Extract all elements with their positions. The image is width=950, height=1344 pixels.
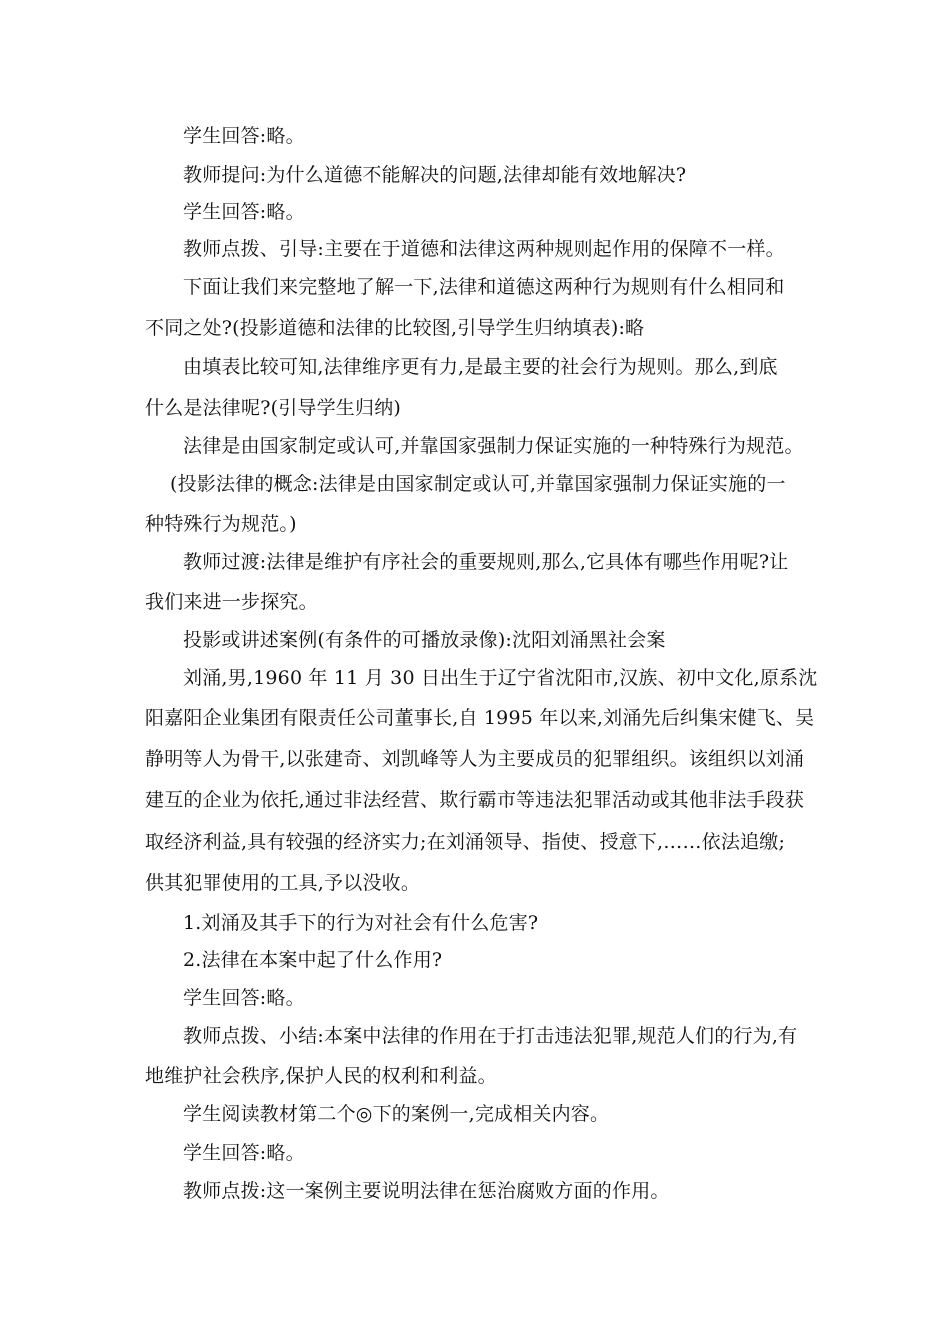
text-line: 静明等人为骨干,以张建奇、刘凯峰等人为主要成员的犯罪组织。该组织以刘涌: [145, 748, 805, 770]
text-line: 什么是法律呢?(引导学生归纳): [145, 397, 402, 419]
text-line: (投影法律的概念:法律是由国家制定或认可,并靠国家强制力保证实施的一: [170, 473, 786, 495]
text-line: 学生回答:略。: [183, 987, 305, 1009]
text-line: 我们来进一步探究。: [145, 591, 318, 613]
question-item: 1.刘涌及其手下的行为对社会有什么危害?: [183, 912, 539, 934]
question-item: 2.法律在本案中起了什么作用?: [183, 949, 443, 971]
text-line: 学生阅读教材第二个◎下的案例一,完成相关内容。: [183, 1103, 610, 1125]
text-line: 教师点拨、引导:主要在于道德和法律这两种规则起作用的保障不一样。: [183, 238, 785, 260]
text-line: 供其犯罪使用的工具,予以没收。: [145, 872, 421, 894]
text-line: 教师过渡:法律是维护有序社会的重要规则,那么,它具体有哪些作用呢?让: [183, 551, 789, 573]
text-line: 不同之处?(投影道德和法律的比较图,引导学生归纳填表):略: [145, 317, 645, 339]
text-line: 阳嘉阳企业集团有限责任公司董事长,自 1995 年以来,刘涌先后纠集宋健飞、吴: [145, 707, 815, 729]
text-line: 取经济利益,具有较强的经济实力;在刘涌领导、指使、授意下,……依法追缴;: [145, 831, 786, 853]
text-line: 建互的企业为依托,通过非法经营、欺行霸市等违法犯罪活动或其他非法手段获: [145, 789, 805, 811]
text-line: 学生回答:略。: [183, 1142, 305, 1164]
text-line: 刘涌,男,1960 年 11 月 30 日出生于辽宁省沈阳市,汉族、初中文化,原系沈: [183, 667, 818, 689]
text-line: 种特殊行为规范。): [145, 513, 297, 535]
text-line: 教师点拨、小结:本案中法律的作用在于打击违法犯罪,规范人们的行为,有: [183, 1025, 798, 1047]
text-line: 学生回答:略。: [183, 125, 305, 147]
text-line: 教师点拨:这一案例主要说明法律在惩治腐败方面的作用。: [183, 1180, 670, 1202]
text-line: 投影或讲述案例(有条件的可播放录像):沈阳刘涌黑社会案: [183, 629, 666, 651]
text-line: 教师提问:为什么道德不能解决的问题,法律却能有效地解决?: [183, 164, 687, 186]
text-line: 地维护社会秩序,保护人民的权利和利益。: [145, 1065, 497, 1087]
text-line: 学生回答:略。: [183, 201, 305, 223]
text-line: 下面让我们来完整地了解一下,法律和道德这两种行为规则有什么相同和: [183, 276, 785, 298]
text-line: 法律是由国家制定或认可,并靠国家强制力保证实施的一种特殊行为规范。: [183, 435, 804, 457]
text-line: 由填表比较可知,法律维序更有力,是最主要的社会行为规则。那么,到底: [183, 356, 778, 378]
